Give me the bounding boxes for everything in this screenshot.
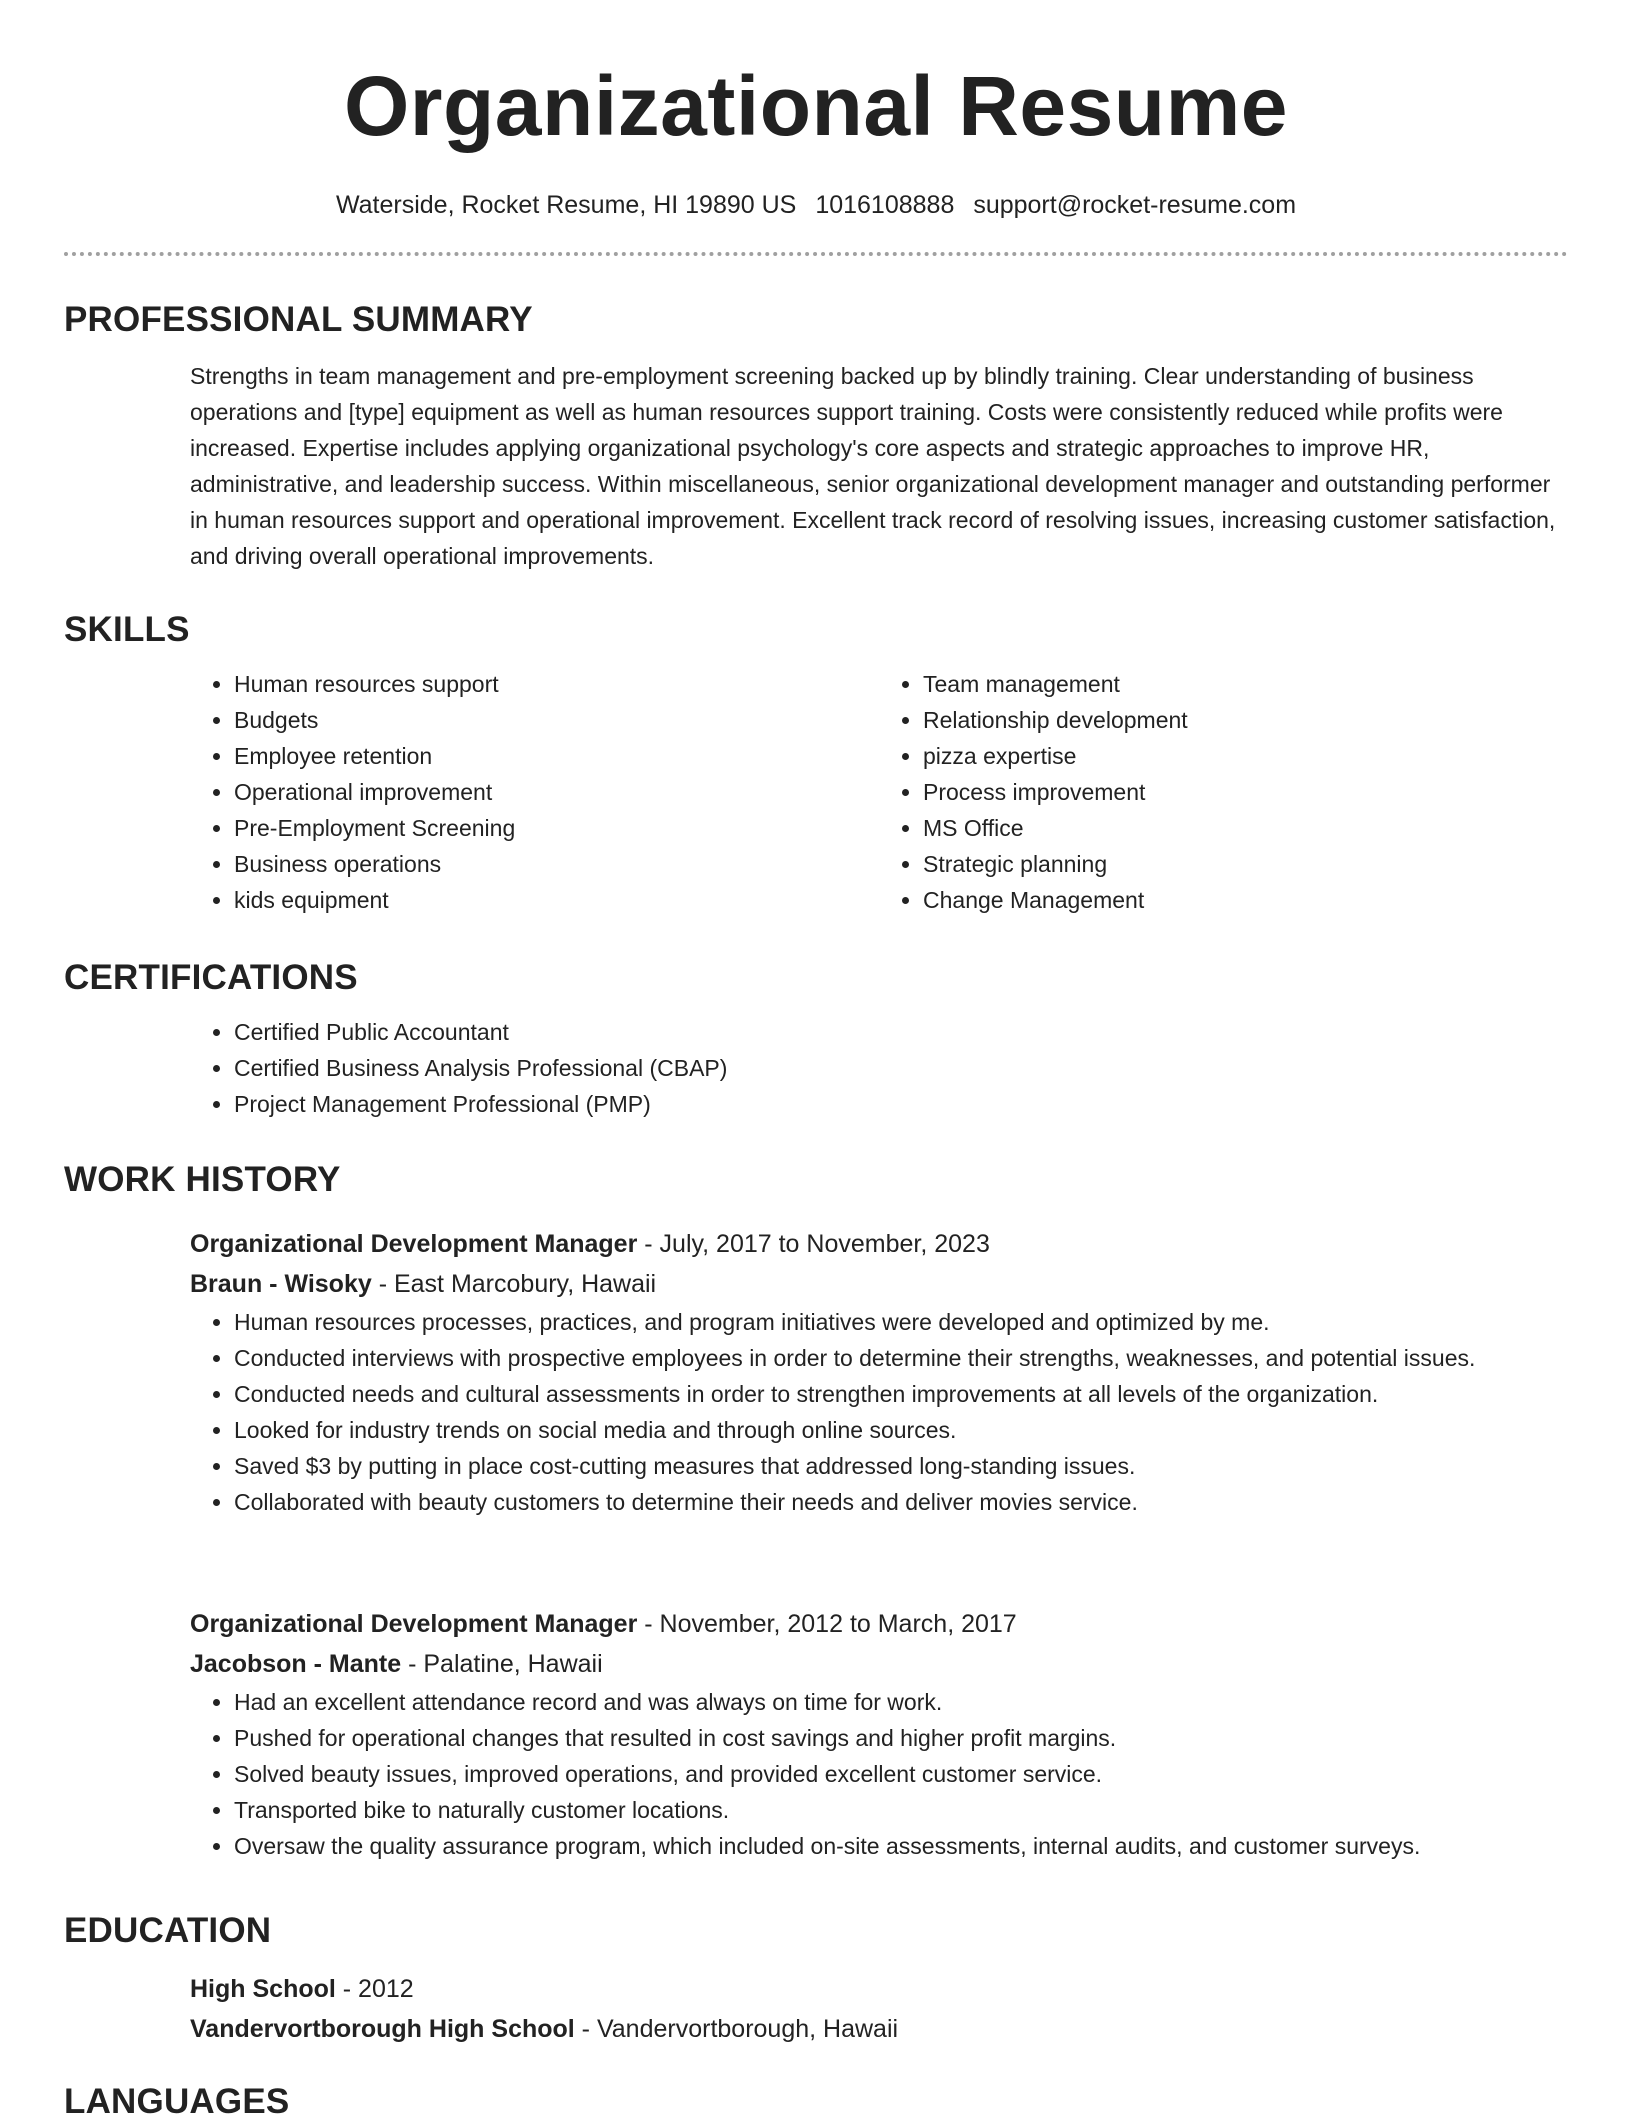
job-bullets [190,1304,1568,1520]
certifications-section [64,956,1568,1122]
job-location: - Palatine, Hawaii [401,1650,603,1678]
list-item: • MS Office [923,810,1568,846]
list-item: • Certified Business Analysis Professional (CBAP) [234,1050,1568,1086]
list-item: • Relationship development [923,702,1568,738]
education-section [64,1909,1568,2049]
job-role: Organizational Development Manager [190,1230,638,1258]
job-role-line [190,1224,1568,1264]
list-item: • Human resources processes, practices, and program initiatives were developed and optimized by me. [234,1304,1568,1340]
skills-grid [190,666,1568,918]
certifications-list [190,1014,1568,1122]
list-item: • Change Management [923,882,1568,918]
list-item: • Transported bike to naturally customer locations. [234,1792,1568,1828]
job-role-line [190,1604,1568,1644]
skills-left-list [190,666,879,918]
list-item: • Had an excellent attendance record and was always on time for work. [234,1684,1568,1720]
certifications-body [190,1014,1568,1122]
list-item: • Certified Public Accountant [234,1014,1568,1050]
education-degree-line [190,1969,1568,2009]
list-item: • Business operations [234,846,879,882]
resume-name: Organizational Resume [343,59,1289,153]
list-item: • Solved beauty issues, improved operations, and provided excellent customer service. [234,1756,1568,1792]
list-item: • Employee retention [234,738,879,774]
job-company-line [190,1644,1568,1684]
list-item: • Conducted needs and cultural assessments in order to strengthen improvements at all levels of the organization. [234,1376,1568,1412]
list-item: • Collaborated with beauty customers to determine their needs and deliver movies service. [234,1484,1568,1520]
contact-email: support@rocket-resume.com [973,191,1297,219]
list-item: • Pushed for operational changes that resulted in cost savings and higher profit margins. [234,1720,1568,1756]
resume-page [64,0,1568,2121]
skills-section [64,608,1568,918]
work-section [64,1158,1568,1202]
summary-title: PROFESSIONAL SUMMARY [64,300,533,339]
list-item: • Operational improvement [234,774,879,810]
job-dates: - November, 2012 to March, 2017 [637,1610,1017,1638]
job-bullets [190,1684,1568,1864]
job-dates: - July, 2017 to November, 2023 [637,1230,990,1258]
list-item: • Conducted interviews with prospective employees in order to determine their strengths, weaknesses, and potential issues. [234,1340,1568,1376]
list-item: • Process improvement [923,774,1568,810]
list-item: • kids equipment [234,882,879,918]
certifications-title: CERTIFICATIONS [64,958,358,997]
education-location: - Vandervortborough, Hawaii [574,2015,899,2043]
list-item: • pizza expertise [923,738,1568,774]
skills-title: SKILLS [64,610,190,649]
job-role: Organizational Development Manager [190,1610,638,1638]
job-entry [64,1604,1568,1864]
work-title: WORK HISTORY [64,1160,341,1199]
education-school: Vandervortborough High School [190,2015,575,2043]
list-item: • Team management [923,666,1568,702]
education-year: - 2012 [335,1975,414,2003]
list-item: • Saved $3 by putting in place cost-cutting measures that addressed long-standing issues. [234,1448,1568,1484]
job-company: Jacobson - Mante [190,1650,402,1678]
contact-address: Waterside, Rocket Resume, HI 19890 US [335,191,797,219]
summary-section [64,298,1568,574]
list-item: • Strategic planning [923,846,1568,882]
skills-right-list [879,666,1568,918]
job-location: - East Marcobury, Hawaii [371,1270,657,1298]
job-company: Braun - Wisoky [190,1270,372,1298]
list-item: • Oversaw the quality assurance program, which included on-site assessments, internal audits, and customer surveys. [234,1828,1568,1864]
job-entry [64,1224,1568,1520]
list-item: • Project Management Professional (PMP) [234,1086,1568,1122]
education-degree: High School [190,1975,336,2003]
list-item: • Budgets [234,702,879,738]
education-title: EDUCATION [64,1911,272,1950]
header-divider [64,252,1568,256]
contact-line [64,190,1568,220]
list-item: • Pre-Employment Screening [234,810,879,846]
list-item: • Looked for industry trends on social media and through online sources. [234,1412,1568,1448]
languages-title: LANGUAGES [64,2082,290,2121]
education-school-line [190,2009,1568,2049]
job-company-line [190,1264,1568,1304]
summary-text: Strengths in team management and pre-employment screening backed up by blindly training. Clear understanding of business operations and [type] equipment as well as human resources support training. Costs were consistently reduced while profits were increased. Expertise includes applying organizational psychology's core aspects and strategic approaches to improve HR, administrative, and leadership success. Within miscellaneous, senior organizational development manager and outstanding performer in human resources support and operational improvement. Excellent track record of resolving issues, increasing customer satisfaction, and driving overall operational improvements. [190,363,1556,569]
list-item: • Human resources support [234,666,879,702]
contact-phone: 1016108888 [815,191,955,219]
languages-section [64,2080,1568,2124]
